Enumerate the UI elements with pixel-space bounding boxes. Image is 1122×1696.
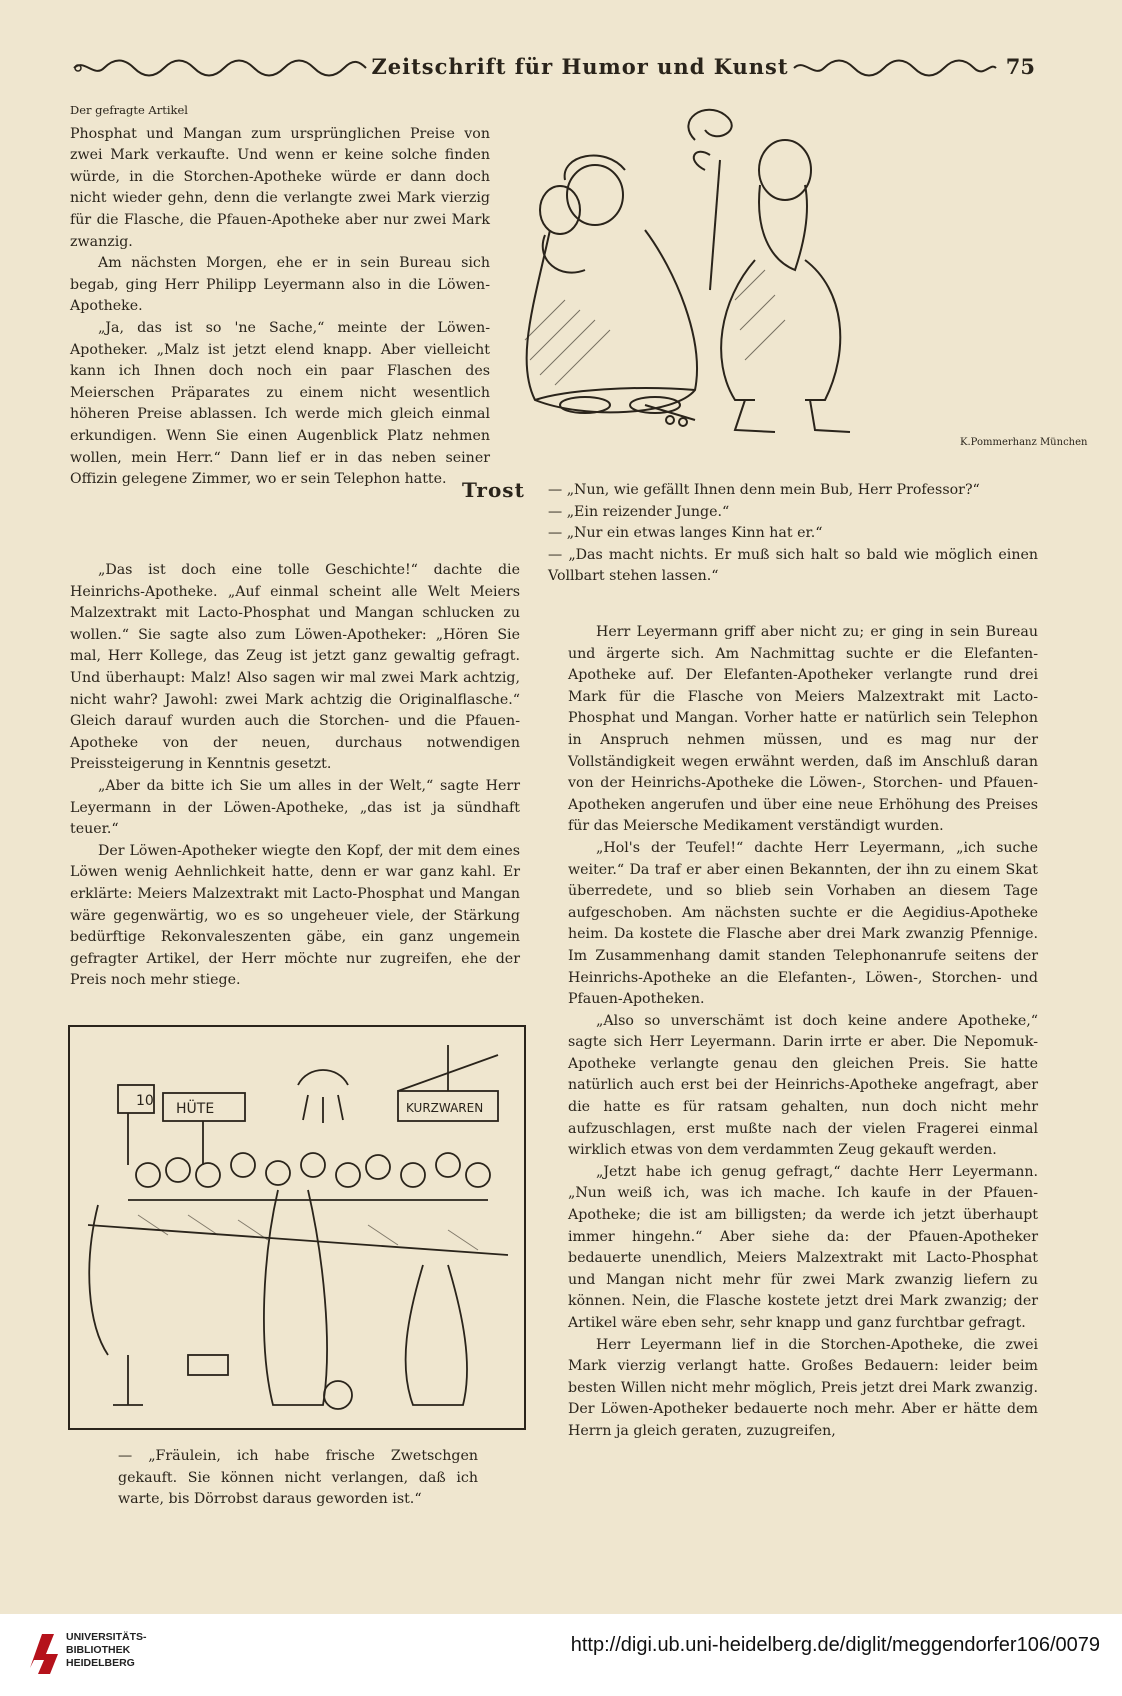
institution-name: UNIVERSITÄTS- BIBLIOTHEK HEIDELBERG <box>66 1631 147 1669</box>
paragraph: „Das ist doch eine tolle Geschichte!“ dachte die Heinrichs-Apotheke. „Auf einmal scheint alle Welt Meiers Malzextrakt mit Lacto-Phosphat und Mangan schlucken zu wollen.“ Sie sagte also zum Löwen-Apotheker: „Hören Sie mal, Herr Kollege, das Zeug ist jetzt ganz gewaltig gefragt. Und überhaupt: Malz! Also sagen wir mal zwei Mark achtzig, nicht wahr? Jawohl: zwei Mark achtzig die Originalflasche.“ Gleich darauf wurden auch die Storchen- und die Pfauen-Apotheke von der neuen, durchaus notwendigen Preissteigerung in Kenntnis gesetzt. <box>70 562 520 773</box>
cartoon-trost-caption <box>548 480 1038 588</box>
left-column <box>70 100 490 491</box>
paragraph: „Also so unverschämt ist doch keine andere Apotheke,“ sagte sich Herr Leyermann. Darin irrte er aber. Die Nepomuk-Apotheke verlangte genau den gleichen Preis. Sie hatte natürlich auch erst bei der Heinrichs-Apotheke angefragt, aber die hatte es für ratsam gehalten, nun doch nicht mehr aufzuschlagen, erst mußte nach der vielen Fragerei einmal wirklich etwas von dem verdammten Zeug gekauft werden. <box>568 1012 1038 1159</box>
cartoon-signature: K.Pommerhanz München <box>960 437 1088 448</box>
column-label: Der gefragte Artikel <box>70 103 188 117</box>
cartoon-shop-caption <box>118 1446 478 1511</box>
caption-line: — „Nur ein etwas langes Kinn hat er.“ <box>548 525 823 542</box>
footer-bar <box>0 1614 1122 1696</box>
paragraph: „Aber da bitte ich Sie um alles in der Welt,“ sagte Herr Leyermann in der Löwen-Apotheke, „das ist ja sündhaft teuer.“ <box>70 777 520 838</box>
left-column-continued <box>70 560 520 992</box>
caption-line: — „Nun, wie gefällt Ihnen denn mein Bub, Herr Professor?“ <box>548 482 980 498</box>
paragraph: „Hol's der Teufel!“ dachte Herr Leyermann, „ich suche weiter.“ Da traf er aber einen Bekannten, der ihn zu einem Skat überredete, und so blieb sein Vorhaben an diesem Tage aufgeschoben. Am nächsten suchte er die Aegidius-Apotheke heim. Da kostete die Flasche aber drei Mark zwanzig Pfennige. Im Zusammenhang damit standen Telephonanrufe seitens der Heinrichs-Apotheke an die Elefanten-, Löwen-, Storchen- und Pfauen-Apotheken. <box>568 839 1038 1008</box>
header-ornament-right <box>790 60 1000 76</box>
source-url-link[interactable]: http://digi.ub.uni-heidelberg.de/diglit/meggendorfer106/0079 <box>570 1634 1100 1656</box>
right-column <box>568 622 1038 1443</box>
cartoon-title: Trost <box>462 478 525 502</box>
paragraph: „Jetzt habe ich genug gefragt,“ dachte Herr Leyermann. „Nun weiß ich, was ich mache. Ich kaufe in der Pfauen-Apotheke; die ist am billigsten; da werde ich jetzt überhaupt immer hingehn.“ Aber siehe da: der Pfauen-Apotheker bedauerte unendlich, Meiers Malzextrakt mit Lacto-Phosphat und Mangan nicht mehr für zwei Mark zwanzig liefern zu können. Nein, die Flasche kostete jetzt drei Mark zwanzig; der Artikel wäre eben sehr, sehr knapp und ganz furchtbar gefragt. <box>568 1163 1038 1331</box>
caption-line: — „Das macht nichts. Er muß sich halt so bald wie möglich einen Vollbart stehen lassen.“ <box>548 546 1038 585</box>
page-header <box>70 50 1045 86</box>
cartoon-trost-illustration <box>505 100 1088 460</box>
sign-number: 10 <box>136 1093 154 1109</box>
paragraph: Herr Leyermann lief in die Storchen-Apotheke, die zwei Mark vierzig verlangt hatte. Großes Bedauern: leider beim besten Willen nicht mehr möglich, Preis jetzt drei Mark zwanzig. Der Löwen-Apotheker bedauerte noch mehr. Aber er hätte dem Herrn ja gleich geraten, zuzugreifen, <box>568 1336 1038 1439</box>
caption-line: — „Ein reizender Junge.“ <box>548 503 730 520</box>
sign-hats: HÜTE <box>176 1101 215 1117</box>
paragraph: Herr Leyermann griff aber nicht zu; er ging in sein Bureau und ärgerte sich. Am Nachmittag suchte er die Elefanten-Apotheke auf. Der Elefanten-Apotheker verlangte rund drei Mark für die Flasche von Meiers Malzextrakt mit Lacto-Phosphat und Mangan. Vorher hatte er natürlich sein Telephon in Anspruch nehmen müssen, und es mag nur der Vollständigkeit wegen erwähnt werden, daß im Anschluß daran von der Heinrichs-Apotheke die Löwen-, Storchen- und Pfauen-Apotheken angerufen und über eine neue Erhöhung des Preises für das Meiersche Medikament verständigt wurden. <box>568 624 1038 835</box>
paragraph: Phosphat und Mangan zum ursprünglichen Preise von zwei Mark verkaufte. Und wenn er keine solche finden würde, in die Storchen-Apotheke würde er dann doch nicht wieder gehn, denn die verlangte zwei Mark vierzig für die Flasche, die Pfauen-Apotheke aber nur zwei Mark zwanzig. <box>70 125 490 250</box>
journal-title: Zeitschrift für Humor und Kunst <box>371 54 789 79</box>
caption-text: — „Fräulein, ich habe frische Zwetschgen gekauft. Sie können nicht verlangen, daß ich warte, bis Dörrobst daraus geworden ist.“ <box>118 1448 478 1508</box>
paragraph: „Ja, das ist so 'ne Sache,“ meinte der Löwen-Apotheker. „Malz ist jetzt elend knapp. Aber vielleicht kann ich Ihnen doch noch ein paar Flaschen des Meierschen Präparates zu einem nicht wesentlich höheren Preise ablassen. Ich werde mich gleich einmal erkundigen. Wenn Sie einen Augenblick Platz nehmen wollen, mein Herr.“ Dann lief er in das neben seiner Offizin gelegene Zimmer, wo er sein Telephon hatte. <box>70 319 490 488</box>
page-number: 75 <box>1005 54 1035 79</box>
header-ornament-left <box>70 60 370 76</box>
paragraph: Der Löwen-Apotheker wiegte den Kopf, der mit dem eines Löwen wenig Aehnlichkeit hatte, denn er war ganz kahl. Er erklärte: Meiers Malzextrakt mit Lacto-Phosphat und Mangan wäre gegenwärtig, wo es so ungeheuer viele, der Stärkung bedürftige Rekonvaleszenten gäbe, ein ganz ungemein gefragter Artikel, der Herr möchte nur zugreifen, ehe der Preis noch mehr stiege. <box>70 842 520 989</box>
paragraph: Am nächsten Morgen, ehe er in sein Bureau sich begab, ging Herr Philipp Leyermann also in die Löwen-Apotheke. <box>70 255 490 315</box>
sign-kurzwaren: KURZWAREN <box>406 1101 484 1115</box>
cartoon-shop-illustration <box>68 1025 526 1430</box>
